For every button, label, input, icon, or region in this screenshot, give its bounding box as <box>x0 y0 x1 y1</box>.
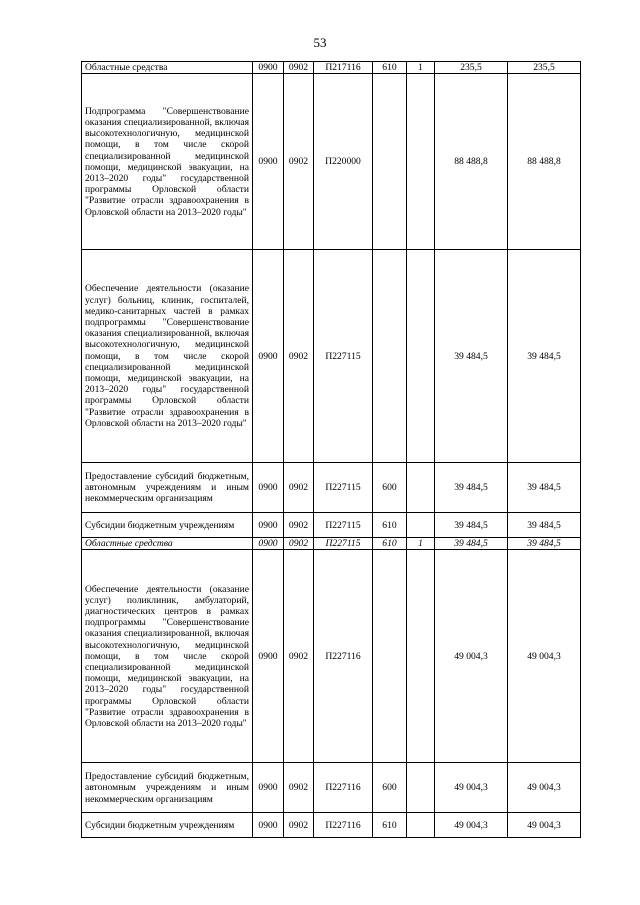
row-code-expense-type: 600 <box>373 763 407 813</box>
row-code-section: 0900 <box>253 250 284 463</box>
row-code-section: 0900 <box>253 763 284 813</box>
row-code-section: 0900 <box>253 813 284 838</box>
table-row <box>82 250 581 463</box>
table-row <box>82 550 581 763</box>
page-number: 53 <box>313 35 327 50</box>
row-code-subsection: 0902 <box>284 550 314 763</box>
row-name: Предоставление субсидий бюджетным, автономным учреждениям и иным некоммерческим организациям <box>82 463 253 513</box>
row-amount-1: 39 484,5 <box>435 538 508 550</box>
row-code-expense-type: 610 <box>373 62 407 74</box>
row-code-article: П227116 <box>314 763 373 813</box>
row-code-section: 0900 <box>253 550 284 763</box>
table-row <box>82 513 581 538</box>
row-code-source <box>407 463 435 513</box>
row-amount-2: 49 004,3 <box>508 763 581 813</box>
row-amount-2: 49 004,3 <box>508 550 581 763</box>
table-row <box>82 62 581 74</box>
row-code-source <box>407 813 435 838</box>
row-name: Областные средства <box>82 62 253 74</box>
row-name: Предоставление субсидий бюджетным, автономным учреждениям и иным некоммерческим организациям <box>82 763 253 813</box>
row-code-source: 1 <box>407 538 435 550</box>
row-amount-1: 39 484,5 <box>435 463 508 513</box>
table-row <box>82 74 581 250</box>
row-code-section: 0900 <box>253 62 284 74</box>
table-body <box>82 62 581 838</box>
row-code-article: П227115 <box>314 513 373 538</box>
row-code-expense-type: 610 <box>373 538 407 550</box>
row-code-expense-type: 610 <box>373 513 407 538</box>
row-code-source <box>407 74 435 250</box>
row-code-subsection: 0902 <box>284 538 314 550</box>
table-row <box>82 763 581 813</box>
row-code-subsection: 0902 <box>284 813 314 838</box>
row-code-expense-type <box>373 74 407 250</box>
row-amount-2: 39 484,5 <box>508 463 581 513</box>
row-name: Субсидии бюджетным учреждениям <box>82 813 253 838</box>
row-code-subsection: 0902 <box>284 74 314 250</box>
row-code-article: П227115 <box>314 463 373 513</box>
row-code-article: П227115 <box>314 538 373 550</box>
row-amount-2: 39 484,5 <box>508 538 581 550</box>
row-code-expense-type: 600 <box>373 463 407 513</box>
row-code-source <box>407 250 435 463</box>
row-code-section: 0900 <box>253 538 284 550</box>
row-name: Обеспечение деятельности (оказание услуг) поликлиник, амбулаторий, диагностических центров в рамках подпрограммы "Совершенствование оказания специализированной, включая высокотехнологичную, медицинской помощи, в том числе скорой специализированной медицинской помощи, медицинской эвакуации, на 2013–2020 годы" государственной программы Орловской области "Развитие отрасли здравоохранения в Орловской области на 2013–2020 годы" <box>82 550 253 763</box>
row-name: Субсидии бюджетным учреждениям <box>82 513 253 538</box>
row-amount-1: 49 004,3 <box>435 813 508 838</box>
row-code-subsection: 0902 <box>284 763 314 813</box>
row-amount-2: 39 484,5 <box>508 513 581 538</box>
row-code-article: П227116 <box>314 550 373 763</box>
row-amount-1: 49 004,3 <box>435 763 508 813</box>
row-name: Областные средства <box>82 538 253 550</box>
row-amount-1: 235,5 <box>435 62 508 74</box>
row-code-section: 0900 <box>253 74 284 250</box>
row-code-subsection: 0902 <box>284 513 314 538</box>
row-code-expense-type: 610 <box>373 813 407 838</box>
table-row <box>82 463 581 513</box>
row-code-section: 0900 <box>253 513 284 538</box>
row-code-article: П227115 <box>314 250 373 463</box>
row-code-expense-type <box>373 550 407 763</box>
row-code-article: П217116 <box>314 62 373 74</box>
row-amount-1: 39 484,5 <box>435 513 508 538</box>
row-code-source <box>407 513 435 538</box>
budget-table <box>81 61 581 838</box>
row-amount-1: 39 484,5 <box>435 250 508 463</box>
row-amount-1: 88 488,8 <box>435 74 508 250</box>
row-name: Обеспечение деятельности (оказание услуг) больниц, клиник, госпиталей, медико-санитарных частей в рамках подпрограммы "Совершенствование оказания специализированной, включая высокотехнологичную, медицинской помощи, в том числе скорой специализированной медицинской помощи, медицинской эвакуации, на 2013–2020 годы" государственной программы Орловской области "Развитие отрасли здравоохранения в Орловской области на 2013–2020 годы" <box>82 250 253 463</box>
table-row <box>82 538 581 550</box>
row-name: Подпрограмма "Совершенствование оказания специализированной, включая высокотехнологичную, медицинской помощи, в том числе скорой специализированной медицинской помощи, медицинской эвакуации, на 2013–2020 годы" государственной программы Орловской области "Развитие отрасли здравоохранения в Орловской области на 2013–2020 годы" <box>82 74 253 250</box>
row-code-subsection: 0902 <box>284 250 314 463</box>
row-code-source <box>407 763 435 813</box>
row-amount-2: 88 488,8 <box>508 74 581 250</box>
row-amount-2: 39 484,5 <box>508 250 581 463</box>
row-amount-2: 49 004,3 <box>508 813 581 838</box>
row-code-expense-type <box>373 250 407 463</box>
row-amount-1: 49 004,3 <box>435 550 508 763</box>
row-code-article: П220000 <box>314 74 373 250</box>
row-code-article: П227116 <box>314 813 373 838</box>
row-amount-2: 235,5 <box>508 62 581 74</box>
row-code-source <box>407 550 435 763</box>
row-code-section: 0900 <box>253 463 284 513</box>
row-code-subsection: 0902 <box>284 463 314 513</box>
row-code-source: 1 <box>407 62 435 74</box>
row-code-subsection: 0902 <box>284 62 314 74</box>
table-row <box>82 813 581 838</box>
